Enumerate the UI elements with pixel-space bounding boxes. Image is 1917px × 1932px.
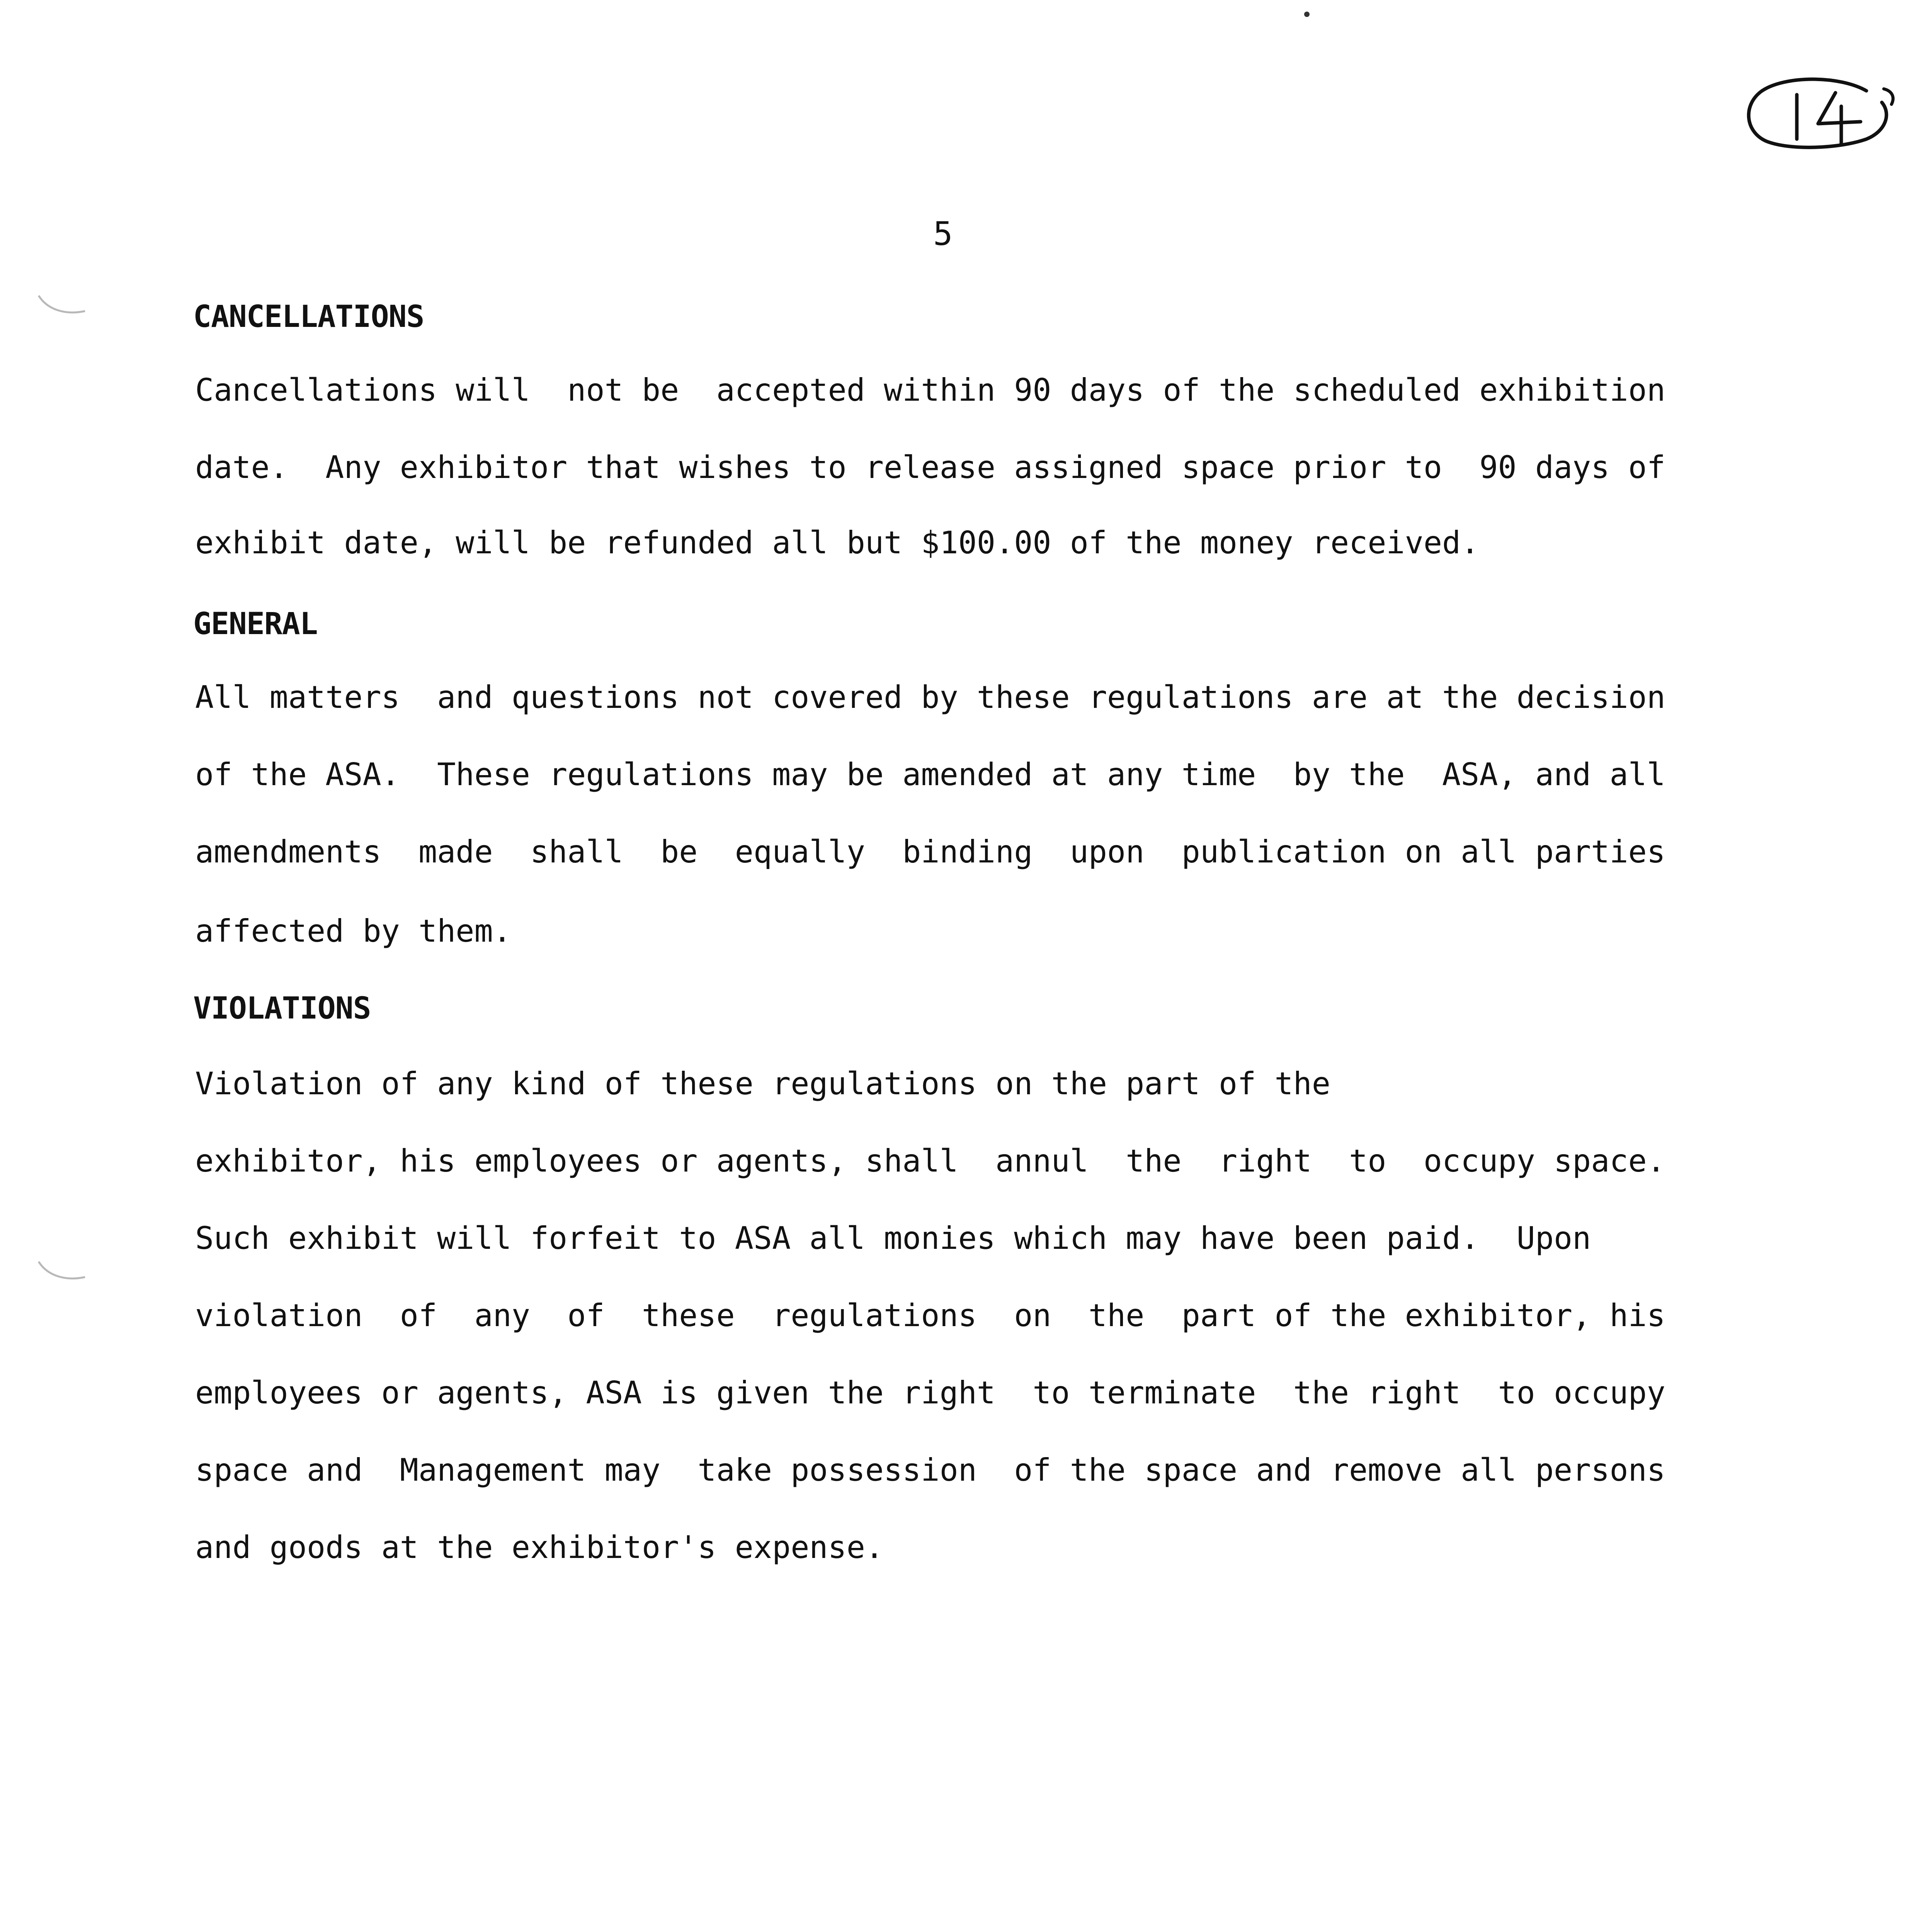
paragraph-line: date. Any exhibitor that wishes to release assigned space prior to 90 days of: [195, 449, 1665, 485]
section-heading-general: GENERAL: [193, 607, 318, 641]
handwritten-page-number-mark: [1739, 68, 1901, 160]
page-number: 5: [933, 215, 953, 253]
paragraph-line: exhibitor, his employees or agents, shall annul the right to occupy space.: [195, 1143, 1665, 1179]
paragraph-line: and goods at the exhibitor's expense.: [195, 1529, 884, 1565]
section-heading-cancellations: CANCELLATIONS: [193, 299, 424, 334]
paragraph-line: space and Management may take possession of the space and remove all persons: [195, 1452, 1665, 1488]
paragraph-line: All matters and questions not covered by these regulations are at the decision: [195, 679, 1665, 715]
paragraph-line: exhibit date, will be refunded all but $100.00 of the money received.: [195, 525, 1480, 561]
paragraph-line: employees or agents, ASA is given the right to terminate the right to occupy: [195, 1375, 1665, 1411]
binder-mark: [37, 294, 87, 317]
paragraph-line: violation of any of these regulations on the part of the exhibitor, his: [195, 1298, 1665, 1333]
binder-mark: [37, 1260, 87, 1283]
paragraph-line: of the ASA. These regulations may be amended at any time by the ASA, and all: [195, 757, 1665, 793]
paragraph-line: amendments made shall be equally binding upon publication on all parties: [195, 834, 1665, 870]
paragraph-line: Cancellations will not be accepted within 90 days of the scheduled exhibition: [195, 372, 1665, 408]
scan-speck: [1304, 12, 1310, 17]
paragraph-line: Such exhibit will forfeit to ASA all monies which may have been paid. Upon: [195, 1220, 1591, 1256]
section-heading-violations: VIOLATIONS: [193, 991, 371, 1026]
paragraph-line: Violation of any kind of these regulations on the part of the: [195, 1066, 1331, 1102]
paragraph-line: affected by them.: [195, 913, 512, 949]
